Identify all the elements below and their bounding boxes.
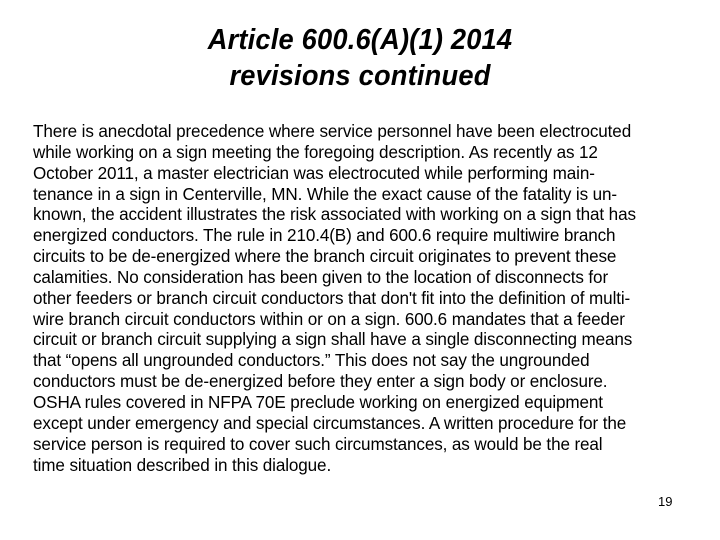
body-line: OSHA rules covered in NFPA 70E preclude working on energized equipment — [33, 392, 603, 412]
page-number: 19 — [658, 494, 673, 509]
body-line: while working on a sign meeting the foregoing description. As recently as 12 — [33, 142, 598, 162]
body-line: other feeders or branch circuit conductors that don't fit into the definition of multi- — [33, 288, 631, 308]
body-line: circuit or branch circuit supplying a sign shall have a single disconnecting means — [33, 330, 633, 350]
slide-title — [22, 22, 699, 94]
body-line: wire branch circuit conductors within or on a sign. 600.6 mandates that a feeder — [33, 309, 625, 329]
body-line: circuits to be de-energized where the branch circuit originates to prevent these — [33, 247, 617, 267]
body-line: time situation described in this dialogue. — [33, 455, 332, 475]
body-line: October 2011, a master electrician was electrocuted while performing main- — [33, 163, 595, 183]
body-line: service person is required to cover such circumstances, as would be the real — [33, 434, 603, 454]
body-line: except under emergency and special circumstances. A written procedure for the — [33, 413, 627, 433]
body-line: that “opens all ungrounded conductors.” This does not say the ungrounded — [33, 351, 590, 371]
body-line: conductors must be de-energized before they enter a sign body or enclosure. — [33, 372, 608, 392]
slide-title-line-1: Article 600.6(A)(1) 2014 — [207, 24, 513, 56]
body-line: There is anecdotal precedence where service personnel have been electrocuted — [33, 122, 632, 141]
body-line: calamities. No consideration has been given to the location of disconnects for — [33, 267, 609, 287]
body-line: tenance in a sign in Centerville, MN. While the exact cause of the fatality is un- — [33, 184, 617, 204]
slide-title-line-2: revisions continued — [229, 60, 491, 92]
slide-body-text — [33, 122, 693, 476]
body-line: energized conductors. The rule in 210.4(B) and 600.6 require multiwire branch — [33, 226, 616, 246]
body-line: known, the accident illustrates the risk associated with working on a sign that has — [33, 205, 636, 225]
